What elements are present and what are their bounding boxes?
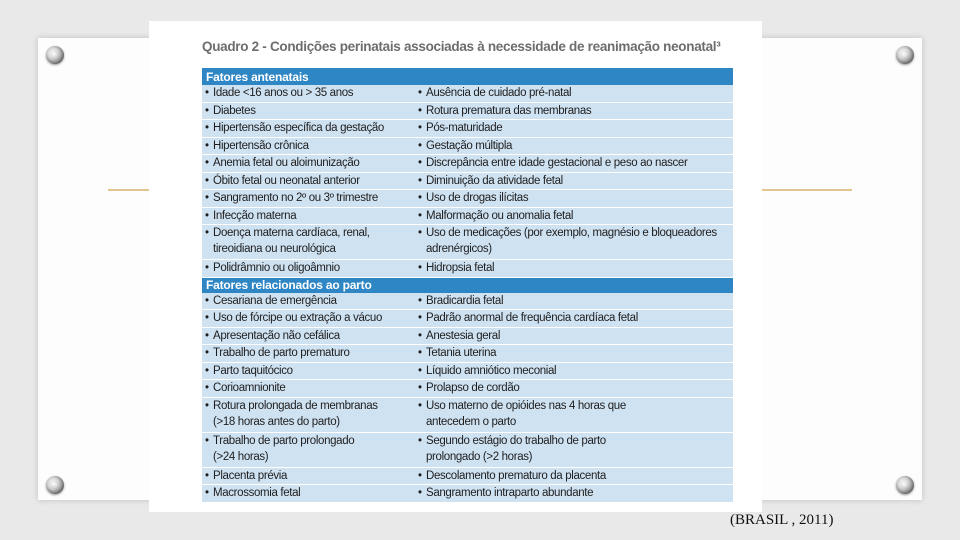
cell-text: antecedem o parto xyxy=(426,415,516,428)
table-row xyxy=(202,293,733,311)
cell-text: Bradicardia fetal xyxy=(426,294,504,307)
bullet-icon: • xyxy=(418,192,422,204)
bullet-icon: • xyxy=(205,294,209,307)
bullet-icon: • xyxy=(205,487,209,499)
bullet-icon: • xyxy=(205,262,209,274)
table-cell-col1 xyxy=(205,380,415,396)
table-row xyxy=(202,260,733,278)
table-cell-col1 xyxy=(205,468,415,484)
bullet-icon: • xyxy=(418,104,422,117)
bullet-icon: • xyxy=(418,347,422,359)
table-cell-col1 xyxy=(205,433,415,465)
bullet-icon: • xyxy=(418,209,422,222)
cell-text: Uso materno de opióides nas 4 horas que xyxy=(426,399,626,412)
table-figure xyxy=(149,21,762,512)
cell-text: Gestação múltipla xyxy=(426,139,513,152)
table-cell-col1 xyxy=(205,138,415,154)
table-cell-col2 xyxy=(418,85,733,101)
cell-text: (>18 horas antes do parto) xyxy=(213,415,340,428)
decorative-divider-right xyxy=(762,189,852,191)
pushpin-icon xyxy=(896,476,914,494)
cell-text: Prolapso de cordão xyxy=(426,382,520,394)
cell-text: Discrepância entre idade gestacional e peso ao nascer xyxy=(426,157,688,169)
table-cell-col2 xyxy=(418,155,733,171)
bullet-icon: • xyxy=(418,312,422,324)
cell-text: Uso de fórcipe ou extração a vácuo xyxy=(213,312,383,324)
cell-text: Ausência de cuidado pré-natal xyxy=(426,87,572,99)
bullet-icon: • xyxy=(418,122,422,134)
table-row xyxy=(202,328,733,346)
table-row xyxy=(202,363,733,381)
cell-text: Parto taquitócico xyxy=(213,364,293,377)
table-row xyxy=(202,398,733,433)
bullet-icon: • xyxy=(205,347,209,359)
table-cell-col1 xyxy=(205,173,415,189)
cell-text: Placenta prévia xyxy=(213,469,288,482)
cell-text: Uso de medicações (por exemplo, magnésio e bloqueadores xyxy=(426,227,717,239)
cell-text: Anemia fetal ou aloimunização xyxy=(213,157,360,169)
cell-text: Cesariana de emergência xyxy=(213,294,337,307)
bullet-icon: • xyxy=(205,104,209,117)
bullet-icon: • xyxy=(418,262,422,274)
table-cell-col2 xyxy=(418,138,733,154)
bullet-icon: • xyxy=(418,469,422,482)
bullet-icon: • xyxy=(418,487,422,499)
table-row xyxy=(202,120,733,138)
bullet-icon: • xyxy=(205,469,209,482)
bullet-icon: • xyxy=(418,399,422,412)
pushpin-icon xyxy=(896,46,914,64)
cell-text: Malformação ou anomalia fetal xyxy=(426,209,574,222)
table-cell-col2 xyxy=(418,363,733,379)
cell-text: Trabalho de parto prolongado xyxy=(213,434,355,447)
table-cell-col1 xyxy=(205,485,415,501)
bullet-icon: • xyxy=(205,312,209,324)
table-cell-col2 xyxy=(418,173,733,189)
table-cell-col1 xyxy=(205,363,415,379)
bullet-icon: • xyxy=(418,227,422,239)
bullet-icon: • xyxy=(418,434,422,447)
bullet-icon: • xyxy=(205,227,209,239)
section-header: Fatores relacionados ao parto xyxy=(202,278,733,293)
table-cell-col1 xyxy=(205,155,415,171)
cell-text: Apresentação não cefálica xyxy=(213,329,340,342)
bullet-icon: • xyxy=(418,329,422,342)
cell-text: Diminuição da atividade fetal xyxy=(426,174,563,187)
table-cell-col2 xyxy=(418,293,733,309)
table-cell-col2 xyxy=(418,398,733,430)
bullet-icon: • xyxy=(418,382,422,394)
table-row xyxy=(202,190,733,208)
cell-text: tireoidiana ou neurológica xyxy=(213,243,336,255)
cell-text: Líquido amniótico meconial xyxy=(426,364,557,377)
cell-text: (>24 horas) xyxy=(213,450,269,463)
cell-text: Rotura prolongada de membranas xyxy=(213,399,378,412)
bullet-icon: • xyxy=(205,157,209,169)
cell-text: Sangramento no 2º ou 3º trimestre xyxy=(213,192,378,204)
bullet-icon: • xyxy=(205,122,209,134)
table-cell-col1 xyxy=(205,260,415,276)
cell-text: Diabetes xyxy=(213,104,256,117)
table-cell-col2 xyxy=(418,120,733,136)
bullet-icon: • xyxy=(205,382,209,394)
cell-text: Descolamento prematuro da placenta xyxy=(426,469,606,482)
section-header: Fatores antenatais xyxy=(202,70,733,85)
table-cell-col1 xyxy=(205,225,415,257)
bullet-icon: • xyxy=(205,434,209,447)
cell-text: Tetania uterina xyxy=(426,347,497,359)
table-row xyxy=(202,155,733,173)
cell-text: Macrossomia fetal xyxy=(213,487,301,499)
bullet-icon: • xyxy=(205,399,209,412)
cell-text: Óbito fetal ou neonatal anterior xyxy=(213,174,360,187)
table-cell-col2 xyxy=(418,310,733,326)
cell-text: Anestesia geral xyxy=(426,329,501,342)
table-cell-col2 xyxy=(418,328,733,344)
table-cell-col1 xyxy=(205,120,415,136)
cell-text: Corioamnionite xyxy=(213,382,286,394)
table-cell-col2 xyxy=(418,190,733,206)
cell-text: Padrão anormal de frequência cardíaca fetal xyxy=(426,312,638,324)
cell-text: Doença materna cardíaca, renal, xyxy=(213,227,370,239)
table-row xyxy=(202,85,733,103)
cell-text: Hipertensão crônica xyxy=(213,139,309,152)
table-cell-col1 xyxy=(205,398,415,430)
table-row xyxy=(202,225,733,260)
table-cell-col1 xyxy=(205,310,415,326)
cell-text: Sangramento intraparto abundante xyxy=(426,487,594,499)
table-row xyxy=(202,485,733,503)
table-cell-col1 xyxy=(205,85,415,101)
table-row xyxy=(202,433,733,468)
cell-text: Trabalho de parto prematuro xyxy=(213,347,350,359)
cell-text: Pós-maturidade xyxy=(426,122,503,134)
bullet-icon: • xyxy=(205,174,209,187)
table-cell-col1 xyxy=(205,293,415,309)
cell-text: Uso de drogas ilícitas xyxy=(426,192,529,204)
table-row xyxy=(202,103,733,121)
table-cell-col2 xyxy=(418,433,733,465)
cell-text: Polidrâmnio ou oligoâmnio xyxy=(213,262,340,274)
table-row xyxy=(202,468,733,486)
decorative-divider-left xyxy=(108,189,150,191)
table-cell-col1 xyxy=(205,328,415,344)
table-cell-col1 xyxy=(205,345,415,361)
table-row xyxy=(202,173,733,191)
bullet-icon: • xyxy=(205,364,209,377)
bullet-icon: • xyxy=(418,294,422,307)
cell-text: Hidropsia fetal xyxy=(426,262,495,274)
table-cell-col2 xyxy=(418,225,733,257)
cell-text: prolongado (>2 horas) xyxy=(426,450,533,463)
cell-text: Infecção materna xyxy=(213,209,297,222)
figure-title: Quadro 2 - Condições perinatais associadas à necessidade de reanimação neonatal³ xyxy=(202,39,721,54)
table-row xyxy=(202,345,733,363)
table-cell-col1 xyxy=(205,103,415,119)
risk-factors-table xyxy=(202,68,733,502)
table-cell-col2 xyxy=(418,468,733,484)
bullet-icon: • xyxy=(205,192,209,204)
bullet-icon: • xyxy=(418,174,422,187)
citation: (BRASIL , 2011) xyxy=(730,512,834,528)
bullet-icon: • xyxy=(418,87,422,99)
table-row xyxy=(202,380,733,398)
table-cell-col2 xyxy=(418,485,733,501)
cell-text: Segundo estágio do trabalho de parto xyxy=(426,434,606,447)
cell-text: Idade <16 anos ou > 35 anos xyxy=(213,87,354,99)
bullet-icon: • xyxy=(205,329,209,342)
pushpin-icon xyxy=(46,476,64,494)
table-cell-col1 xyxy=(205,208,415,224)
cell-text: Rotura prematura das membranas xyxy=(426,104,592,117)
bullet-icon: • xyxy=(418,157,422,169)
table-row xyxy=(202,310,733,328)
table-cell-col2 xyxy=(418,380,733,396)
pushpin-icon xyxy=(46,46,64,64)
table-cell-col2 xyxy=(418,103,733,119)
bullet-icon: • xyxy=(418,139,422,152)
table-cell-col1 xyxy=(205,190,415,206)
bullet-icon: • xyxy=(418,364,422,377)
table-cell-col2 xyxy=(418,345,733,361)
bullet-icon: • xyxy=(205,139,209,152)
table-cell-col2 xyxy=(418,260,733,276)
cell-text: adrenérgicos) xyxy=(426,243,492,255)
table-row xyxy=(202,138,733,156)
table-cell-col2 xyxy=(418,208,733,224)
table-row xyxy=(202,208,733,226)
bullet-icon: • xyxy=(205,209,209,222)
bullet-icon: • xyxy=(205,87,209,99)
cell-text: Hipertensão específica da gestação xyxy=(213,122,384,134)
